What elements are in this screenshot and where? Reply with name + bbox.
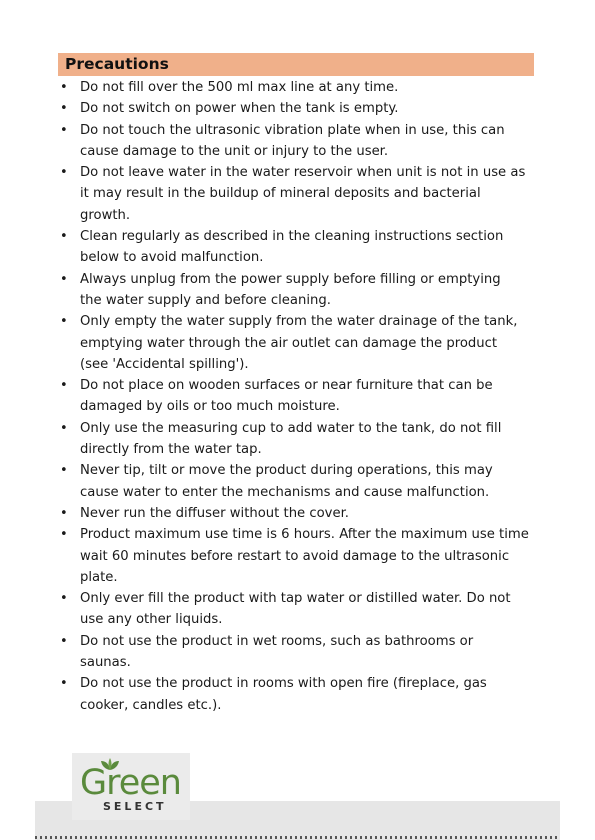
precaution-line: Do not switch on power when the tank is empty. xyxy=(80,101,399,117)
bullet-icon: • xyxy=(60,80,68,95)
precaution-line: Do not place on wooden surfaces or near furniture that can be xyxy=(80,378,493,394)
precaution-line: Only empty the water supply from the water drainage of the tank, xyxy=(80,314,518,330)
bullet-icon: • xyxy=(60,122,68,138)
precaution-item xyxy=(58,226,538,269)
bullet-icon: • xyxy=(60,229,68,245)
precaution-line: cause water to enter the mechanisms and cause malfunction. xyxy=(80,484,490,500)
precaution-line: Do not fill over the 500 ml max line at any time. xyxy=(80,80,399,95)
section-heading: Precautions xyxy=(65,55,169,73)
precaution-line: it may result in the buildup of mineral deposits and bacterial xyxy=(80,186,481,202)
precaution-item xyxy=(58,673,538,716)
precaution-line: (see 'Accidental spilling'). xyxy=(80,356,249,372)
precaution-item xyxy=(58,120,538,163)
precaution-line: plate. xyxy=(80,569,118,585)
precaution-line: cause damage to the unit or injury to the user. xyxy=(80,143,389,159)
bullet-icon: • xyxy=(60,463,68,479)
precaution-line: Do not leave water in the water reservoir when unit is not in use as xyxy=(80,165,526,181)
precaution-item xyxy=(58,311,538,375)
precaution-item xyxy=(58,162,538,226)
precaution-item xyxy=(58,375,538,418)
bullet-icon: • xyxy=(60,271,68,287)
precaution-line: cooker, candles etc.). xyxy=(80,697,222,713)
precaution-line: the water supply and before cleaning. xyxy=(80,292,331,308)
precautions-list xyxy=(58,77,538,716)
section-heading-bar xyxy=(58,53,534,76)
precaution-line: Only ever fill the product with tap water or distilled water. Do not xyxy=(80,591,511,607)
bullet-icon: • xyxy=(60,591,68,607)
precaution-line: saunas. xyxy=(80,655,131,671)
logo-word-green: Green xyxy=(80,763,181,803)
precaution-line: emptying water through the air outlet can damage the product xyxy=(80,335,498,351)
precaution-line: damaged by oils or too much moisture. xyxy=(80,399,340,415)
bullet-icon: • xyxy=(60,101,68,117)
precaution-item xyxy=(58,588,538,631)
precaution-line: Do not use the product in wet rooms, such as bathrooms or xyxy=(80,633,474,649)
precaution-line: below to avoid malfunction. xyxy=(80,250,264,266)
precaution-line: Do not touch the ultrasonic vibration plate when in use, this can xyxy=(80,122,505,138)
precaution-line: directly from the water tap. xyxy=(80,442,262,458)
precaution-item xyxy=(58,503,538,524)
precaution-item xyxy=(58,460,538,503)
precaution-line: Product maximum use time is 6 hours. After the maximum use time xyxy=(80,527,529,543)
bullet-icon: • xyxy=(60,165,68,181)
bullet-icon: • xyxy=(60,676,68,692)
bullet-icon: • xyxy=(60,314,68,330)
precaution-line: Do not use the product in rooms with open fire (fireplace, gas xyxy=(80,676,487,692)
precaution-item xyxy=(58,631,538,674)
footer-dotted-line xyxy=(35,836,560,839)
bullet-icon: • xyxy=(60,633,68,649)
precaution-item xyxy=(58,524,538,588)
precaution-line: Only use the measuring cup to add water to the tank, do not fill xyxy=(80,420,502,436)
precaution-line: wait 60 minutes before restart to avoid damage to the ultrasonic xyxy=(80,548,510,564)
precaution-line: Always unplug from the power supply before filling or emptying xyxy=(80,271,501,287)
precaution-item xyxy=(58,77,538,98)
precaution-line: growth. xyxy=(80,207,131,223)
bullet-icon: • xyxy=(60,420,68,436)
bullet-icon: • xyxy=(60,505,68,521)
bullet-icon: • xyxy=(60,378,68,394)
precaution-line: Clean regularly as described in the cleaning instructions section xyxy=(80,229,504,245)
precaution-item xyxy=(58,98,538,119)
precaution-line: use any other liquids. xyxy=(80,612,223,628)
green-select-logo xyxy=(72,753,190,820)
precaution-line: Never run the diffuser without the cover. xyxy=(80,505,349,521)
logo-word-select: SELECT xyxy=(103,800,167,813)
precaution-line: Never tip, tilt or move the product during operations, this may xyxy=(80,463,493,479)
precaution-item xyxy=(58,418,538,461)
bullet-icon: • xyxy=(60,527,68,543)
precaution-item xyxy=(58,269,538,312)
